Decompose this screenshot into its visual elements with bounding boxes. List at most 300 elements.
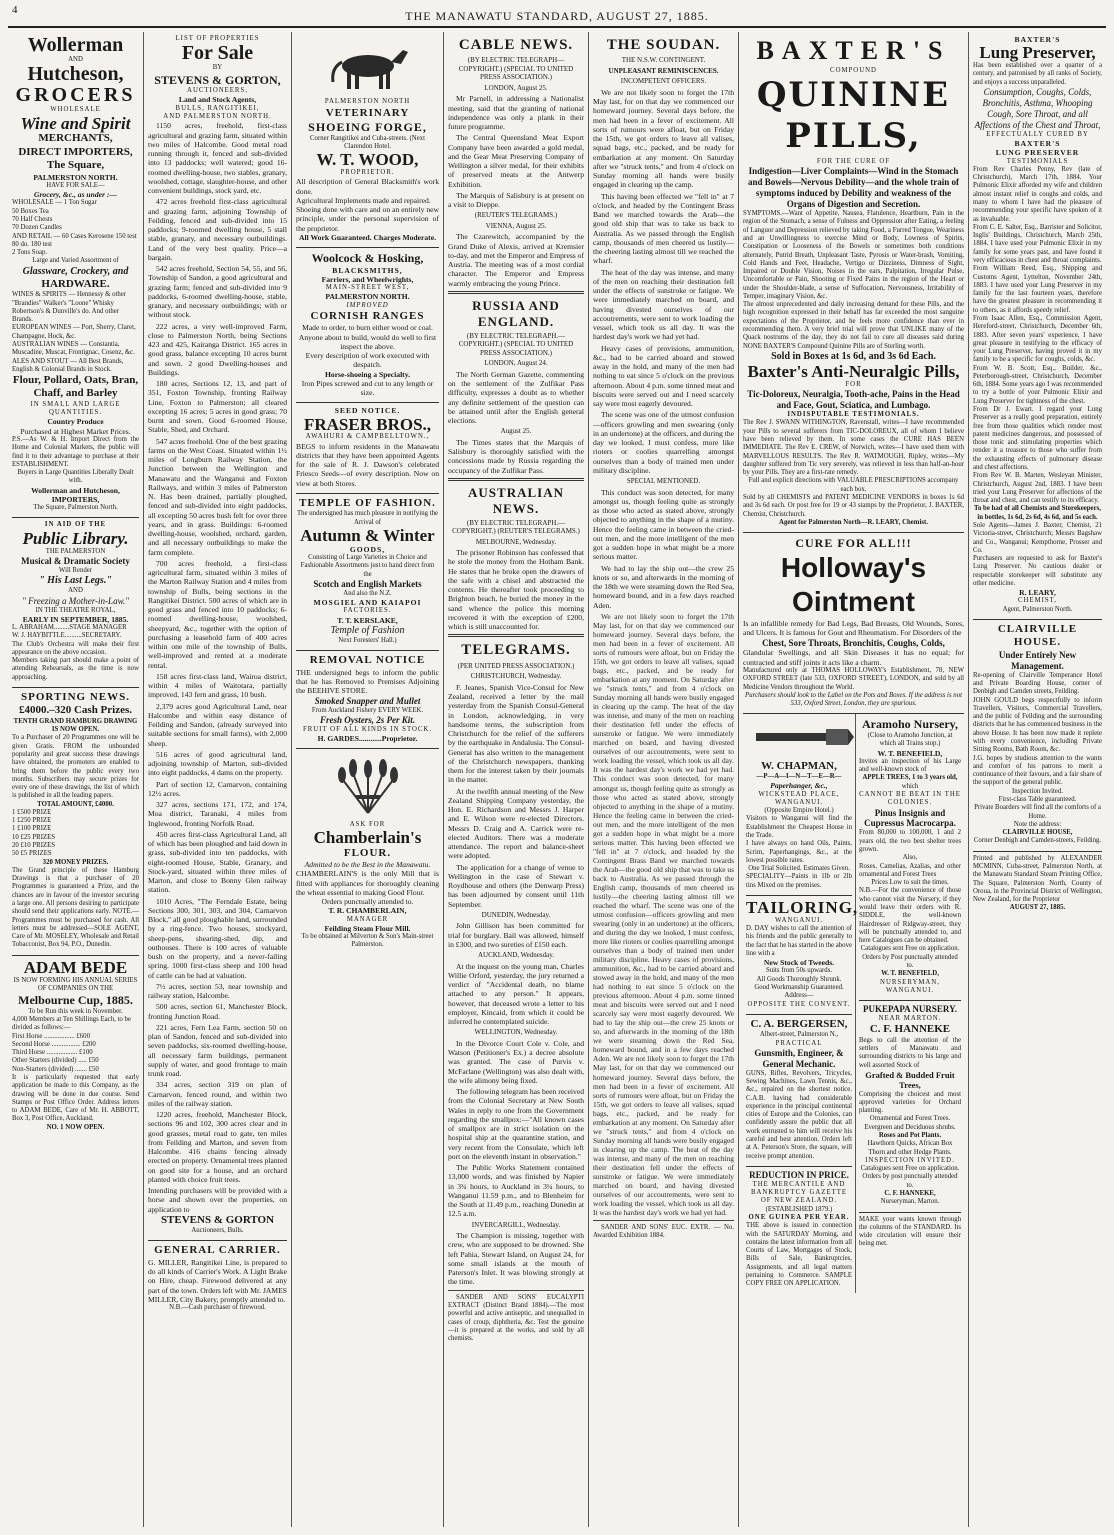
fraser-bros: FRASER BROS.,: [303, 414, 432, 434]
imprint: [973, 852, 1102, 918]
adam-now-open: NO. 1 NOW OPEN.: [46, 1123, 105, 1131]
russia-date: LONDON, August 24.: [484, 359, 548, 368]
scotch-english: Scotch and English Markets: [313, 578, 422, 589]
woolcock-street: MAIN-STREET WEST,: [325, 284, 410, 292]
society-name: Musical & Dramatic Society: [21, 555, 130, 566]
tel-p6: In the Divorce Court Cole v. Cole, and Watson (Petitioner's Ex.) a decree absolute was granted. The case of Purvis v. McFarlane (Wellington) was also dealt with, the wife alimony being fixed.: [448, 1038, 584, 1085]
property-item: 516 acres of good agricultural land, adjoining township of Marton, sub-divided into eight paddocks, 4 dams on the property.: [148, 749, 287, 778]
tel-p2: At the twelfth annual meeting of the New Zealand Shipping Company yesterday, the Hon. E. Richardson and Messrs J. Harper and E. Wilson were re-elected Directors. Messrs D. Craig and A. Carrick were re-elected Auditors. There was a moderate attendance. The report and balance-sheet were adopted.: [448, 786, 584, 861]
grocery-item: WHOLESALE — 1 Ton Sugar: [12, 199, 97, 207]
and-label: AND: [68, 56, 83, 63]
quinine-symptoms: SYMPTOMS.—Want of Appetite, Nausea, Flatulence, Heartburn, Pain in the region of the Stomach, a sense of Fulness and Oppression after Eating, a feeling of Languor and Depression relieved by taking Food, a Furred Tongue, Weariness and an Unwillingness to exercise Mind or Body, Lowness of Spirits, Constipation or Looseness of the Bowels or sometimes both conditions alternately, Putrid Breath, Unpleasant Taste, Pyrosis or Water-brash, Vomiting, Cold Hands and Feet, Headache, Vertigo or Dizziness, Dimness of Sight, Impaired or Double Vision, Noises in the ears, Palpitation, Irregular Pulse, Uncomfortable or Pain, Shooting or Fixed Pains in the region of the Heart or under the Shoulder-blade, a sense of Suffocation, Nervousness, Irritability of Temper, imaginary Vision, &c.: [743, 210, 964, 300]
for-cure-label: FOR THE CURE OF: [816, 157, 891, 165]
soudan-sub-3: INCOMPETENT OFFICERS.: [620, 77, 707, 86]
temple-also: And also the N.Z.: [343, 589, 392, 597]
feilding-mill: Feilding Steam Flour Mill.: [324, 923, 411, 933]
members-note: Members taking part should make a point of attending Rehearsals, as the time is now approaching.: [12, 657, 139, 681]
towns-label: BULLS, RANGITIKEI,: [175, 104, 260, 112]
proprietor-label: PROPRIETOR.: [340, 168, 395, 176]
pinus-label: Pinus Insignis and Cupressus Macrocarpa.: [864, 807, 956, 829]
grocery-list: [12, 199, 139, 257]
holloway-mfr: Manufactured only at THOMAS HOLLOWAY's Establishment, 78, NEW OXFORD STREET (late 533, OXFORD STREET), LONDON, and sold by all Medicine Vendors throughout the World.: [743, 666, 964, 691]
auctioneers-label: AUCTIONEERS,: [187, 87, 248, 95]
property-item: 180 acres, Sections 12, 13, and part of 351, Foxton Township, fronting Railway Line, Foxton to Palmerston; all cleared excepting 16 acres; 5 acres in good grass; 70 burnt and sown. Good 6-roomed House, Stable, Shed, and Orchard.: [148, 379, 287, 435]
soudan-p7: We had to lay the ship out—the crew 25 knots or so, and afterwards in the morning of the 18th we were steaming down the Red Sea, homeward bound, and in a few days reached Aden.: [593, 563, 734, 610]
aramoho-also: Also,: [902, 854, 918, 862]
property-list: [148, 121, 287, 1184]
gardes-sign: H. GARDES............Proprietor.: [317, 734, 418, 744]
merchants-label: MERCHANTS,: [38, 132, 113, 145]
quinine-sold: Sold in Boxes at 1s 6d, and 3s 6d Each.: [771, 350, 936, 362]
gazette-body: THE above is issued in connection with the SATURDAY Morning, and contains the latest information from all Courts of Law, Mortgages of Stock, Bills of Sale, Bankruptcies, Assignments, and all legal matters pertaining to Commerce. SAMPLE COPY FREE ON APPLICATION.: [746, 1222, 852, 1288]
sporting-title: SPORTING NEWS.: [21, 691, 130, 703]
and-label-2: AND: [68, 587, 83, 595]
imprint-date: AUGUST 27, 1885.: [1009, 904, 1066, 912]
property-item: 221 acres, Fern Lea Farm, section 50 on plan of Sandon, fenced and sub-divided into seven paddocks, six-roomed dwelling-house, all necessary farm buildings, permanent supply of water, and good frontage to main trunk road.: [148, 1022, 287, 1079]
autumn-winter: Autumn & Winter: [300, 525, 435, 545]
lung-testimonials-label: TESTIMONIALS: [1006, 157, 1069, 165]
col6-split: [743, 714, 964, 1293]
horse-illustration: [323, 38, 413, 93]
lung-agents: Sole Agents—James J. Baxter, Chemist, 21 Victoria-street, Christchurch; Messrs Bagshaw and Co., Wanganui; Kempthorne, Prosser and Co.: [973, 521, 1102, 554]
column-1: [8, 32, 144, 1527]
chapman-visitors: Visitors to Wanganui will find the Establishment the Cheapest House in the Trade.: [746, 815, 852, 839]
australian-sub: (BY ELECTRIC TELEGRAPH.—COPYRIGHT.) (REUTER'S TELEGRAMS.): [452, 518, 580, 536]
painter-label: —P—A—I—N—T—E—R—: [756, 773, 842, 781]
prize-row: 50 £5 PRIZES: [12, 850, 52, 858]
woolcock-made: Made to order, to burn either wood or coal.: [302, 323, 433, 333]
soudan-p5: The scene was one of the utmost confusion—officers growling and men swearing (only in an undertone) at the officers, and during the day we looked, I must confess, more like rioters or coolies quarrelling amongst ourselves than a body of trained men under military discipline.: [593, 410, 734, 475]
pukepapa-title: PUKEPAPA NURSERY.: [862, 1004, 958, 1015]
pukepapa-body-2: Comprising the choicest and most approved varieties for Orchard planting.: [859, 1090, 961, 1115]
holloway-chest: Chest, Sore Throats, Bronchitis, Coughs, Colds,: [762, 637, 945, 648]
woolcock-horse: Horse-shoeing a Specialty.: [324, 369, 410, 379]
adam-row: Second Horse ................. £200: [12, 1040, 96, 1048]
wholesale-label: WHOLESALE: [50, 106, 101, 114]
adam-sub: IS NOW FORMING HIS ANNUAL SERIES OF COMPANIES ON THE: [13, 976, 138, 992]
clairville-note: Note the address:: [1013, 820, 1062, 828]
prize-row: 1 £250 PRIZE: [12, 817, 52, 825]
cable-p1: Mr Parnell, in addressing a Nationalist meeting, said that the granting of national independence was only a plank in their future programme.: [448, 94, 584, 132]
forge-impl: Agricultural Implements made and repaired.: [296, 195, 431, 205]
chamberlains: Chamberlain's: [313, 827, 422, 847]
ales-stout: ALES AND STOUT — All Best Brands, English & Colonial Brands in Stock.: [12, 357, 124, 373]
gazette-price: ONE GUINEA PER YEAR.: [748, 1213, 850, 1221]
tel-p3: The application for a change of venue to Wellington in the case of Stewart v. Roydhouse and others (the Denwarp Press) has been adjourned by consent until 11th September.: [448, 862, 584, 909]
cure-for-all: CURE FOR ALL!!!: [795, 536, 912, 551]
russia-title: RUSSIA AND ENGLAND.: [472, 297, 560, 329]
shrunk-label: All Goods Thoroughly Shrunk.: [756, 975, 842, 983]
by-label: BY: [212, 64, 223, 72]
adam-bede-ad: [12, 956, 139, 1137]
lung-list: Consumption, Coughs, Colds, Bronchitis, Asthma, Whooping Cough, Sore Throat, and all Affections of the Chest and Throat,: [974, 86, 1101, 130]
reduction-ad: [746, 1167, 852, 1294]
prize-row: 1 £500 PRIZE: [12, 808, 52, 816]
pukepapa-roses: Roses and Pot Plants.: [878, 1131, 942, 1139]
direct-importers: DIRECT IMPORTERS,: [18, 145, 133, 158]
wickstead-place: WICKSTEAD PLACE, WANGANUI.: [758, 790, 840, 806]
lung-testimonial: From W. B. Scott, Esq., Builder, &c., Peterborough-street, Christchurch, December 6th, 1884. Some years ago I was recommended to try a bottle of your Pulmonic Elixir and Lung Preserver for tightness of the chest.: [973, 364, 1102, 405]
aramoho-title: Aramoho Nursery,: [862, 717, 958, 732]
aramoho-cat: Catalogues sent Free on application.: [860, 945, 960, 953]
lung-baxters: BAXTER'S: [1014, 35, 1061, 44]
aramoho-roses: Roses, Camelias, Azalias, and other ornamental and Forest Trees: [859, 862, 961, 878]
quinine-cure: Indigestion—Liver Complaints—Wind in the Stomach and Bowels—Nervous Debility—and the whole train of symptoms induced by Debility and weakness of the Organs of Digestion and Secretion.: [747, 166, 959, 210]
kerslake: T. T. KERSLAKE,: [337, 615, 398, 625]
soudan-sub: THE N.S.W. CONTINGENT.: [621, 56, 706, 65]
apple-trees: APPLE TREES, 1 to 3 years old,: [862, 774, 958, 782]
address-label: Address—: [784, 992, 814, 1000]
soudan-ad: SANDER AND SONS' EUC. EXTR. — No. Awarded Exhibition 1884.: [593, 1224, 734, 1240]
cannot-beat: CANNOT BE BEAT IN THE COLONIES.: [859, 790, 961, 807]
cable-p4: The Czarewitch, accompanied by the Grand Duke of Alexis, arrived at Kremsier to-day, and met the Emperor and Empress of Austria. The meeting was of a most cordial character. The Emperor and Empress warmly embracing the young Prince.: [448, 232, 584, 288]
lung-title: Lung Preserver,: [979, 43, 1096, 63]
veterinary-label: VETERINARY: [325, 106, 410, 119]
australian-title: AUSTRALIAN NEWS.: [468, 484, 564, 516]
clairville-title: CLAIRVILLE HOUSE.: [997, 623, 1078, 649]
clairville-insp: Inspection Invited.: [1012, 787, 1063, 795]
lung-testimonial: From Dr J. Ewart. I regard your Lung Preserver as a really good preparation, entirely free from those qualities which render most patent medicines dangerous, and possessed of those tonic and stimulating properties which render it a treasure to those who suffer from the exhausting effects of pulmonary disease and chest affections.: [973, 406, 1102, 471]
adam-row: Third Horse .................. £100: [12, 1049, 93, 1057]
pukepapa-ad: [859, 1001, 961, 1212]
woolcock-iron: Iron Pipes screwed and cut to any length or size.: [301, 378, 434, 398]
blacksmiths-label: BLACKSMITHS,: [332, 265, 403, 275]
assortment-label: Large and Varied Assortment of: [32, 257, 119, 265]
grocery-item: 50 Boxes Tea: [12, 207, 49, 215]
woolcock-name: Woolcock & Hosking,: [311, 251, 424, 265]
soudan-special: SPECIAL MENTIONED.: [626, 477, 701, 486]
holloway-body: Is an infallible remedy for Bad Legs, Bad Breasts, Old Wounds, Sores, and Ulcers. It is famous for Gout and Rheumatism. For Disorders of the: [743, 619, 964, 638]
stage-manager: L. ABRAHAM.........STAGE MANAGER: [12, 624, 127, 632]
pukepapa-body: Begs to call the attention of the settlers of Manawatu and surrounding districts to his large and well assorted Stock of: [859, 1036, 961, 1069]
temple-consisting: Consisting of Large Varieties in Choice and Fashionable Assortments just to hand direct from the: [300, 554, 435, 578]
aramoho-from: From 80,000 to 100,000, 1 and 2 years old, the two best shelter trees grown.: [859, 829, 961, 853]
property-item: 334 acres, section 319 on plan of Carnarvon, fenced round, and within two miles of the railway station.: [148, 1080, 287, 1108]
pukepapa-cat: Catalogues sent Free on application. Orders by post punctually attended to.: [860, 1165, 960, 1189]
grocery-item: 70 Dozen Candles: [12, 224, 62, 232]
column-4: [444, 32, 589, 1527]
grocer-town: PALMERSTON NORTH.: [33, 172, 118, 182]
chapman-name: W. CHAPMAN,: [761, 759, 837, 772]
lung-preserver-ad: [973, 32, 1102, 620]
property-item: 472 acres freehold first-class agricultural and grazing farm, adjoining Township of Feilding, fenced and sub-divided into 15 paddocks; 9-roomed dwelling house, 5 stall stable, granary, and necessary outbuildings. Land of the very best quality. Price—a bargain.: [148, 197, 287, 262]
gazette-est: (ESTABLISHED 1879.): [765, 1205, 833, 1213]
col6-left: [743, 714, 859, 1293]
quinine-pills-title: QUININE PILLS,: [756, 75, 951, 157]
fruit-label: FRUIT OF ALL KINDS IN STOCK.: [302, 725, 433, 733]
practical-label: PRACTICAL: [775, 1039, 823, 1047]
removal-ad: [296, 651, 439, 749]
adam-table: [12, 1016, 139, 1074]
forge-guarantee: All Work Guaranteed. Charges Moderate.: [299, 232, 436, 242]
clairville-under: Under Entirely New Management.: [998, 649, 1077, 671]
wheat-sheaf-illustration: [318, 755, 418, 815]
tel-p9: The Champion is missing, together with crew, who are supposed to be drowned. She left Pahia, Stewart Island, on August 24, for some small islands at the mouth of Paterson's Inlet. It was blowing strongly at the time.: [448, 1231, 584, 1287]
grocer-name-1: Wollerman: [27, 34, 124, 56]
property-item: 1150 acres, freehold, first-class agricultural and grazing farm, situated within two miles of Halcombe. Good metal road running through it, fenced and sub-divided into 13 paddocks; well watered; good 16-roomed dwelling-house, two stables, granary, woolshed, cottage, slaughter-house, and other convenient buildings, stock yard, etc.: [148, 121, 287, 196]
paperhanger-label: Paperhanger, &c.,: [770, 781, 828, 791]
towns-label-2: AND PALMERSTON NORTH.: [163, 113, 272, 120]
holloway-warning: Purchasers should look to the Label on the Pots and Boxes. If the address is not 533, Oxford Street, London, they are spurious.: [745, 691, 962, 708]
clairville-body-3: J.G. hopes by studious attention to the wants and comfort of his patrons to merit a continuance of their favours, and a fair share of the support of the general public.: [973, 754, 1102, 787]
property-item: 1010 Acres, "The Ferndale Estate, being Sections 300, 301, 303, and 304, Carnarvon Block," all good ploughable land, surrounded by a ring-fence. Two houses, stockyard, sheep-pens, shearing-shed, dip, and outhouses. There is 100 acres of valuable bush on the property, and a never-failing spring. 1000 first-class sheep and 100 head of cattle can be had at valuation.: [148, 896, 287, 980]
column-3: [292, 32, 444, 1527]
tel-p1: F. Jeanes, Spanish Vice-Consul for New Zealand, received a letter by the mail yesterday from the Spanish Consul-General in London, acknowledging, in very handsome terms, the subscription from Christchurch for the relief of the sufferers by the earthquake in Andalusia. The Consul-General has also written to the management of the Christchurch newspapers, thanking them for the interest taken by their journals in the matter.: [448, 682, 584, 785]
adam-row: First Horse .................. £600: [12, 1032, 90, 1040]
pukepapa-hedge: Hawthorn Quicks, African Box Thorn and other Hedge Plants.: [867, 1140, 953, 1156]
benefield-name: W. T. BENEFIELD,: [877, 748, 943, 758]
oysters-label: Fresh Oysters, 2s Per Kit.: [319, 714, 415, 725]
quinine-body: The almost unprecedented and daily increasing demand for these Pills, and the high recognition expressed in their behalf has far exceeded the most sanguine expectations of the Proprietor, and he feels more confidence than ever in recommending them. A very brief trial will prove that UNLIKE many of the Quack nostrums of the day, they do not fail to cure all diseases said during NONE BAXTER'S Compound Quinine Pills are of Sterling worth.: [743, 301, 964, 350]
pukepapa-orn: Ornamental and Forest Trees. Evergreen and Deciduous shrubs.: [864, 1115, 956, 1131]
full-directions: Full and explicit directions with VALUABLE PRESCRIPTIONS accompany each box.: [748, 477, 959, 493]
column-6: [739, 32, 969, 1527]
aid-label: IN AID OF THE: [44, 521, 107, 529]
secretary: W. J. HAYBITTLE..........SECRETARY.: [12, 632, 122, 640]
holloway-title: Holloway's Ointment: [780, 551, 927, 617]
props-signature: STEVENS & GORTON: [160, 1213, 275, 1226]
factories-label: FACTORIES.: [343, 607, 392, 615]
page-number: 4: [12, 4, 19, 16]
soudan-filler: This having been effected we "fell in" at 7 o'clock, and headed by the Contingent Brass Band we marched towards the Arab—the good old ship that was to take us back to Australia. As we passed through the English camp, thousands of men cheered us lustily—the cheering lasting almost till we reached the wharf.: [593, 837, 734, 910]
cable-p3: The Marquis of Salisbury is at present on a visit to Dieppe.: [448, 190, 584, 210]
carrier-nb: N.B.—Cash purchaser of firewood.: [169, 1304, 266, 1312]
property-item: 547 acres freehold. One of the best grazing farms on the West Coast. Situated within 1½ miles of Longburn Railway Station, the Junction between the Wellington and Manawatu and the Wanganui and Foxton Railways, and within 3 miles of Palmerston N. Has been drained, partially ploughed, fenced and sub-divided into eight paddocks, all excepting 50 acres bush felt for over three years, and in grass. Buildings: 6-roomed dwelling-house, woolshed, orchard, garden, and all necessary outbuildings to make the farm complete.: [148, 436, 287, 557]
flour-sign: T. R. CHAMBERLAIN,: [328, 906, 407, 916]
chapman-trial: One Trial Solicited. Estimates Given.: [748, 865, 850, 873]
tweeds-label: New Stock of Tweeds.: [763, 958, 835, 968]
wines-list: WINES & SPIRITS — Hennessy & other "Brandies" Walker's "Loone" Whisky Robertson's & Dunville's do. And other Brands.: [12, 291, 127, 324]
suits-label: Suits from 50s upwards.: [765, 967, 833, 975]
soudan-sub-2: UNPLEASANT REMINISCENCES.: [608, 66, 719, 75]
lung-body: Has been established over a quarter of a century, and patronised by all ranks of Society, and enjoys a success unparalleled.: [973, 62, 1102, 86]
property-item: 500 acres, section 61, Manchester Block, fronting Junction Road.: [148, 1002, 287, 1021]
lung-by: BAXTER'S: [1014, 139, 1061, 149]
russia-p1: The North German Gazette, commenting on the settlement of the Zulfikar Pass difficulty, expresses a doubt as to whether any definite settlement of the question can be attained until after the English general elections.: [448, 369, 584, 426]
near-marton: NEAR MARTON.: [878, 1015, 942, 1023]
australian-wines: AUSTRALIAN WINES — Constantia, Muscadine, Muscat, Frontignac, Cosenz, &c.: [12, 340, 135, 357]
removal-title: REMOVAL NOTICE: [309, 654, 426, 667]
property-item: 7½ acres, section 53, near township and railway station, Halcombe.: [148, 981, 287, 1001]
farriers-label: Farriers, and Wheelwrights,: [321, 274, 414, 284]
indisputable-label: INDISPUTABLE TESTIMONIALS.: [787, 411, 920, 419]
masthead-title: THE MANAWATU STANDARD, AUGUST 27, 1885.: [405, 8, 709, 23]
seed-body: BEGS to inform residents in the Manawatu districts that they have been appointed Agents for the sale of R. J. Dawson's celebrated Friesco Seeds—of every description. Now on view at both Stores.: [296, 441, 439, 488]
props-address: Auctioneers, Bulls.: [191, 1227, 244, 1235]
telegrams-sub: (PER UNITED PRESS ASSOCIATION.): [457, 661, 575, 670]
column-5: [589, 32, 739, 1527]
grocer-signature: Wollerman and Hutcheson, IMPORTERS,: [31, 485, 120, 504]
wine-spirit: Wine and Spirit: [20, 113, 131, 133]
money-prizes: 320 MONEY PRIZES.: [42, 858, 109, 866]
soudan-p3: The heat of the day was intense, and many of the men on reaching their destination fell under the effects of sunstroke or fatigue. We were immediately marched on board, and having divested ourselves of our accoutrements, were sent to work loading the vessel, which took us all day. It was the hardest day's work we had yet had.: [593, 267, 734, 342]
property-item: 1220 acres, freehold, Manchester Block, sections 96 and 102, 300 acres clear and in good grasses, metal road to gate, ten miles from Feilding and Marton, and seven from Halcombe. 416 chains fencing already erected on property. Ornamental trees planted on good site for a house, and an orchard planted with choice fruit trees.: [148, 1110, 287, 1184]
lung-lp: LUNG PRESERVER: [995, 148, 1080, 158]
property-item: 700 acres freehold, a first-class agricultural farm, situated within 3 miles of the Marton Railway Station and 4 miles from township of Bulls, being sections in the Rangitikei District. 500 acres of which are in good grass and fenced into 10 paddocks; 6-roomed dwelling-house, woolshed, sheepyard, &c., together with the option of purchasing a leasehold farm of 400 acres within one mile of the township of Bulls, well-improved and rented at a moderate rental.: [148, 558, 287, 670]
chapman-body: I have always on hand Oils, Paints, Scrim, Paperhangings, &c., at the lowest possible rates.: [746, 840, 852, 864]
flour-admit: Admitted to be the Best in the Manawatu.: [304, 860, 431, 870]
grocery-item: AND RETAIL — 60 Cases Kerosene 150 test: [12, 232, 137, 240]
carrier-ad: [148, 1241, 287, 1317]
soudan-filler: We are not likely soon to forget the 17th May last, for on that day we commenced our homeward journey. Several days before, the men had been in a fever of excitement. All sorts of rumours were afloat, but on Friday the 15th, we got orders to leave all valises, squad bags, etc., packed, and be ready for embarkation at any moment. On Saturday after we "struck tents," and from 4 o'clock on Sunday morning all hands were busily engaged in clearing up the camp.: [593, 611, 734, 712]
sporting-body: To a Purchaser of 20 Programmes one will be given Gratis. FROM the unbounded popularity and great success these drawings have obtained, the promoters are enabled to bring them before the public every two months. Subscribers may secure prizes for every one of these drawings, the list of which is published in all the leading papers.: [12, 734, 139, 800]
grafted-label: Grafted & Budded Fruit Trees,: [865, 1069, 955, 1091]
soudan-title: THE SOUDAN.: [606, 37, 721, 53]
sporting-body-2: The Grand principle of these Hamburg Drawings is that a purchaser of 20 Programmes is guaranteed a Prize, and the chances are in favour of the investor securing a large one. All persons desiring to participate should send their applications early. NOTE.—Programmes must be purchased for cash. All letters must be addressed—SOLE AGENT, Care of Mr. MOSELEY, Wholesale and Retail Tobacconist, Box 94, P.O., Dunedin.: [12, 866, 139, 949]
bergersen-street: Albert-street, Palmerston N.,: [759, 1031, 839, 1039]
column-2: [144, 32, 292, 1527]
clairville-body: Re-opening of Clairville Temperance Hotel and Private Boarding House, corner of Denbigh and Camden streets, Feilding.: [973, 671, 1102, 696]
firm-name: STEVENS & GORTON,: [154, 72, 281, 87]
flour-ad: [296, 749, 439, 954]
bergersen-ad: [746, 1015, 852, 1167]
flour-title: FLOUR.: [343, 846, 392, 859]
forge-title: SHOEING FORGE,: [308, 119, 427, 134]
workmanship-label: Good Workmanship Guaranteed.: [754, 984, 844, 991]
column-7: [969, 32, 1106, 1527]
woolcock-every: Every description of work executed with despatch.: [305, 351, 430, 370]
play-1: " His Last Legs.": [39, 575, 112, 587]
library-ad: [12, 518, 139, 688]
props-list-label: LIST OF PROPERTIES: [175, 35, 260, 42]
soudan-filler: The scene was one of the utmost confusion—officers growling and men swearing (only in an undertone) at the officers, and during the day we looked, I must confess, more like rioters or coolies quarrelling amongst ourselves than a body of trained men under military discipline.: [593, 900, 734, 965]
sporting-prize: £4000.–320 Cash Prizes.: [18, 704, 133, 717]
seed-notice-ad: [296, 403, 439, 494]
woolcock-town: PALMERSTON NORTH.: [325, 292, 410, 302]
make-wants-body: MAKE your wants known through the columns of the STANDARD. Its wide circulation will ensure their being met.: [859, 1215, 961, 1248]
temple-next: Next Foresters' Hall.): [338, 637, 397, 645]
adam-row: 4,000 Members at Ten Shillings Each, to be divided as follows:—: [12, 1016, 131, 1032]
seed-notice-title: SEED NOTICE.: [334, 406, 401, 416]
reuter-label: (REUTER'S TELEGRAMS.): [474, 211, 558, 220]
russia-p2: The Times states that the Marquis of Salisbury is thoroughly satisfied with the concessions made by Russia regarding the occupancy of the Zulfikar Pass.: [448, 437, 584, 475]
property-item: 542 acres freehold, Section 54, 55, and 56, Township of Sandon, a good agricultural and grazing farm; fenced and sub-divided into 9 paddocks, 6-roomed dwelling-house, stable, granary, and necessary outbuildings; with or without stock.: [148, 264, 287, 320]
library-title: Public Library.: [22, 528, 129, 548]
carrier-title: GENERAL CARRIER.: [154, 1244, 281, 1257]
chapman-ad: [746, 714, 852, 896]
flour-label: Flour, Pollard, Oats, Bran, Chaff, and Barley: [12, 374, 139, 400]
library-the: THE PALMERSTON: [45, 547, 106, 555]
aramoho-close: (Close to Aramoho Junction, at which all Trains stop.): [867, 732, 953, 748]
pukepapa-sign-2: Nurseryman, Marton.: [880, 1198, 940, 1206]
cornish-ranges: CORNISH RANGES: [310, 309, 425, 322]
lung-testimonial: From Rev W. B. Marten, Wesleyan Minister, Christchurch, August 2nd, 1883. I have been tried your Lung Preserver for affections of the throat and chest, and can testify to its efficacy.: [973, 472, 1102, 505]
grocers-title: GROCERS: [15, 84, 136, 107]
smoked-snapper: Smoked Snapper and Mullet: [314, 695, 421, 706]
tel-p7: The following telegram has been received from the Colonial Secretary at New South Wales in reply to one from the Government regarding the smallpox:—"All known cases of smallpox are in strict isolation on the hospital ship at the quarantine station, and very recent from the Consulate, which left port on the eleventh instant in observation.": [448, 1087, 584, 1161]
adam-title: ADAM BEDE: [23, 957, 128, 977]
fraser-town: AWAHURI & CAMPBELLTOWN.,: [305, 433, 430, 441]
imprint-body: Printed and published by ALEXANDER MCMINN, Cuba-street, Palmerston North, at the Manawatu Standard Steam Printing Office, The Square, Palmerston North, County of Oroua, in the Provincial District of Wellington, New Zealand, for the Proprietor: [973, 854, 1102, 904]
gunsmith-label: Gunsmith, Engineer, & General Mechanic.: [754, 1047, 844, 1069]
adam-body: It is particularly requested that early application be made to this Company, as the drawing will be done in due course. Send Stamps or Post Office Order. Address letters to ADAM BEDE, Care of Mr. H. ABBOTT, Box 3, Post Office, Auckland.: [12, 1073, 139, 1123]
tel-date-1: CHRISTCHURCH, Wednesday.: [470, 672, 562, 681]
tailoring-title: TAILORING,: [746, 897, 859, 917]
temple-intro: The undersigned has much pleasure in notifying the Arrival of: [297, 510, 438, 526]
soudan-p4: Heavy cases of provisions, ammunition, &c., had to be carried aboard and stowed away in the hold, and many of the men had nothing to eat since 5 o'clock on the previous afternoon. About 4 p.m. some tinned meat and biscuits were served out and I need scarcely say were most eagerly devoured.: [593, 343, 734, 409]
col6-right: [856, 714, 964, 1293]
grocery-item: 2 Tons Soap.: [12, 249, 48, 257]
square-label: The Square,: [46, 159, 105, 172]
soudan-filler: The heat of the day was intense, and many of the men on reaching their destination fell under the effects of sunstroke or fatigue. We were immediately marched on board, and having divested ourselves of our accoutrements, were sent to work loading the vessel, which took us all day. It was the hardest day's work we had yet had.: [593, 702, 735, 775]
lung-purch: Purchasers are requested to ask for Baxter's Lung Preserver. No cautious dealer or respectable storekeeper will substitute any other medicine.: [973, 555, 1102, 587]
baxters-title: BAXTER'S: [756, 36, 951, 65]
property-item: 222 acres, a very well-improved Farm, close to Palmerston North, being Sections 423 and 425, Kairanga District. 165 acres in good grass, balance excepting 10 acres burnt and sown. 2 good Dwelling-houses and Buildings.: [148, 321, 287, 377]
temple-fashion-ad: [296, 494, 439, 651]
russia-date-2: August 25.: [500, 427, 532, 436]
carrier-body: G. MILLER, Rangitikei Line, is prepared to do all kinds of Carrier's Work. A Light Brake on Hire, cheap. Firewood delivered at any part of the town. Orders left with Mr. JAMES MILLER, City Bakery, promptly attended to.: [148, 1257, 287, 1304]
temple-sign: Temple of Fashion: [330, 624, 405, 636]
australian-p1: The prisoner Robinson has confessed that he stole the money from the Hotham Bank. He states that he broke open the drawers of the safe with a chisel and abstracted the contents. He thereafter took proceeding to Brighton beach, he buried the money in the sand whence the police this morning recovered it with the exception of £200, which is still unaccounted for.: [448, 548, 584, 632]
agent-palmerston: Agent, Palmerston North.: [1002, 605, 1073, 613]
leary-sign: R. LEARY,: [1019, 588, 1056, 598]
make-wants-ad: [859, 1213, 961, 1254]
bergersen-body: GUNS, Rifles, Revolvers, Tricycles, Sewing Machines, Lawn Tennis, &c., &c., repaired on the shortest notice. C.A.B. having had considerable experience in the principal continental cities of Europe and the Colonies, can confidently assure the public that all work entrusted to him will receive his careful and best attention. Orders left at A. Peterson's Store, the square, will receive prompt attention.: [746, 1069, 852, 1160]
anti-neuralgic-title: Baxter's Anti-Neuralgic Pills,: [747, 362, 960, 382]
play-2: " Freezing a Mother-in-Law.": [22, 595, 129, 606]
eucalypti-ad: SANDER AND SONS' EUCALYPTI EXTRACT (Distinct Brand 1884).—The most powerful and active antiseptic, and unequalled in cases of croup, diphtheria, &c. Test the genuine—it is prepared at the works, and sold by all chemists.: [448, 1293, 584, 1343]
aramoho-sign-2: NURSERYMAN, WANGANUI.: [880, 978, 940, 994]
forge-town: PALMERSTON NORTH: [324, 98, 411, 106]
lung-testimonial: From Isaac Allen, Esq., Commission Agent, Hereford-street, Christchurch, December 6th, 1883. After seven years' experience, I have great pleasure in testifying to the efficacy of your Lung Preserver, having proved it in my family to be a specific for coughs, colds, &c.: [973, 314, 1102, 364]
soudan-p2: This having been effected we "fell in" at 7 o'clock, and headed by the Contingent Brass Band we marched towards the Arab—the good old ship that was to take us back to Australia. As we passed through the English camp, thousands of men cheered us lustily—the cheering lasting almost till we reached the wharf.: [593, 191, 734, 266]
melbourne-cup: Melbourne Cup, 1885.: [18, 993, 133, 1008]
adam-row: Non-Starters (divided) ....... £50: [12, 1065, 99, 1073]
hanneke-name: C. F. HANNEKE: [869, 1023, 951, 1036]
hardware-label: HARDWARE.: [41, 277, 110, 290]
tailoring-town: WANGANUI.: [774, 916, 824, 924]
prize-row: 1 £100 PRIZE: [12, 825, 52, 833]
properties-ad: [148, 32, 287, 1241]
telegrams-title: TELEGRAMS.: [461, 642, 571, 659]
chapman-spec: SPECIALITY—Paints in 1lb or 2lb tins Mixed on the premises.: [746, 873, 852, 889]
grocery-item: 70 Half Chests: [12, 215, 53, 223]
forge-owner: W. T. WOOD,: [316, 150, 419, 170]
render-label: Will Render: [58, 566, 93, 574]
event-date: EARLY IN SEPTEMBER, 1885.: [22, 614, 129, 624]
adam-row: Other Starters (divided) ..... £50: [12, 1057, 99, 1065]
quantities-label: IN SMALL AND LARGE QUANTITIES.: [30, 400, 121, 417]
shoeing-forge-ad: [296, 32, 439, 248]
venue: IN THE THEATRE ROYAL,: [35, 606, 116, 614]
baxter-agent: Agent for Palmerston North—R. LEARY, Chemist.: [779, 518, 928, 526]
forge-corner: Corner Rangitikei and Cuba-streets. (Next Clarendon Hotel.: [310, 134, 425, 150]
aramoho-body: Invites an inspection of his Large and well-known stock of: [859, 757, 961, 774]
chapman-opp: (Opposite Empire Hotel.): [764, 807, 834, 815]
agents-label: Land and Stock Agents,: [178, 95, 257, 105]
soudan-filler: We are not likely soon to forget the 17th May last, for on that day we commenced our homeward journey. Several days before, the men had been in a fever of excitement. All sorts of rumours were afloat, but on Friday the 15th, we got orders to leave all valises, squad bags, etc., packed, and be ready for embarkation at any moment. On Saturday after we "struck tents," and from 4 o'clock on Sunday morning all hands were busily engaged in clearing up the camp.: [593, 1054, 734, 1154]
clairville-addr-2: Corner Denbigh and Camden-streets, Feilding.: [973, 837, 1102, 845]
ask-for: ASK FOR: [349, 820, 386, 828]
have-for-sale: HAVE FOR SALE—: [46, 181, 105, 189]
pukepapa-sign: C. F. HANNEKE,: [884, 1189, 936, 1197]
lung-sold: To be had of all Chemists and Storekeepers, in bottles, 1s 6d, 2s 6d, 4s 6d, and 5s each.: [974, 505, 1101, 521]
tel-p8: The Public Works Statement contained 13,000 words, and was finished by Napier in 3¾ hours, to Auckland in 3¼ hours, to Wanganui 11.59 p.m., and to Blenheim for the South at 11.49 p.m., reaching Dunedin at 12.5 a.m.: [448, 1163, 584, 1219]
gazette-label: THE MERCANTILE AND BANKRUPTCY GAZETTE OF NEW ZEALAND.: [750, 1180, 848, 1205]
chemists-note: Sold by all CHEMISTS and PATENT MEDICINE VENDORS in boxes 1s 6d and 3s 6d each. Or post free for 19 or 43 stamps by the Proprietor, J. BAXTER, Chemist, Christchurch.: [743, 493, 964, 518]
temple-title: TEMPLE OF FASHION.: [299, 496, 436, 509]
forge-desc: All description of General Blacksmith's work done.: [296, 177, 439, 196]
orchestra-note: The Club's Orchestra will make their first appearance on the above occasion.: [12, 640, 139, 656]
aramoho-prices: Prices Low to suit the times.: [871, 879, 949, 887]
compound-label: COMPOUND: [830, 66, 877, 74]
purchased-label: Purchased at Highest Market Prices.: [20, 426, 131, 436]
clairville-private: Private Boarders will find all the comforts of a Home.: [974, 804, 1101, 820]
aramoho-sign: W. T. BENEFIELD,: [881, 970, 939, 978]
woolcock-ad: [296, 248, 439, 403]
flour-manager: MANAGER: [346, 915, 389, 923]
masthead: [8, 6, 1106, 28]
